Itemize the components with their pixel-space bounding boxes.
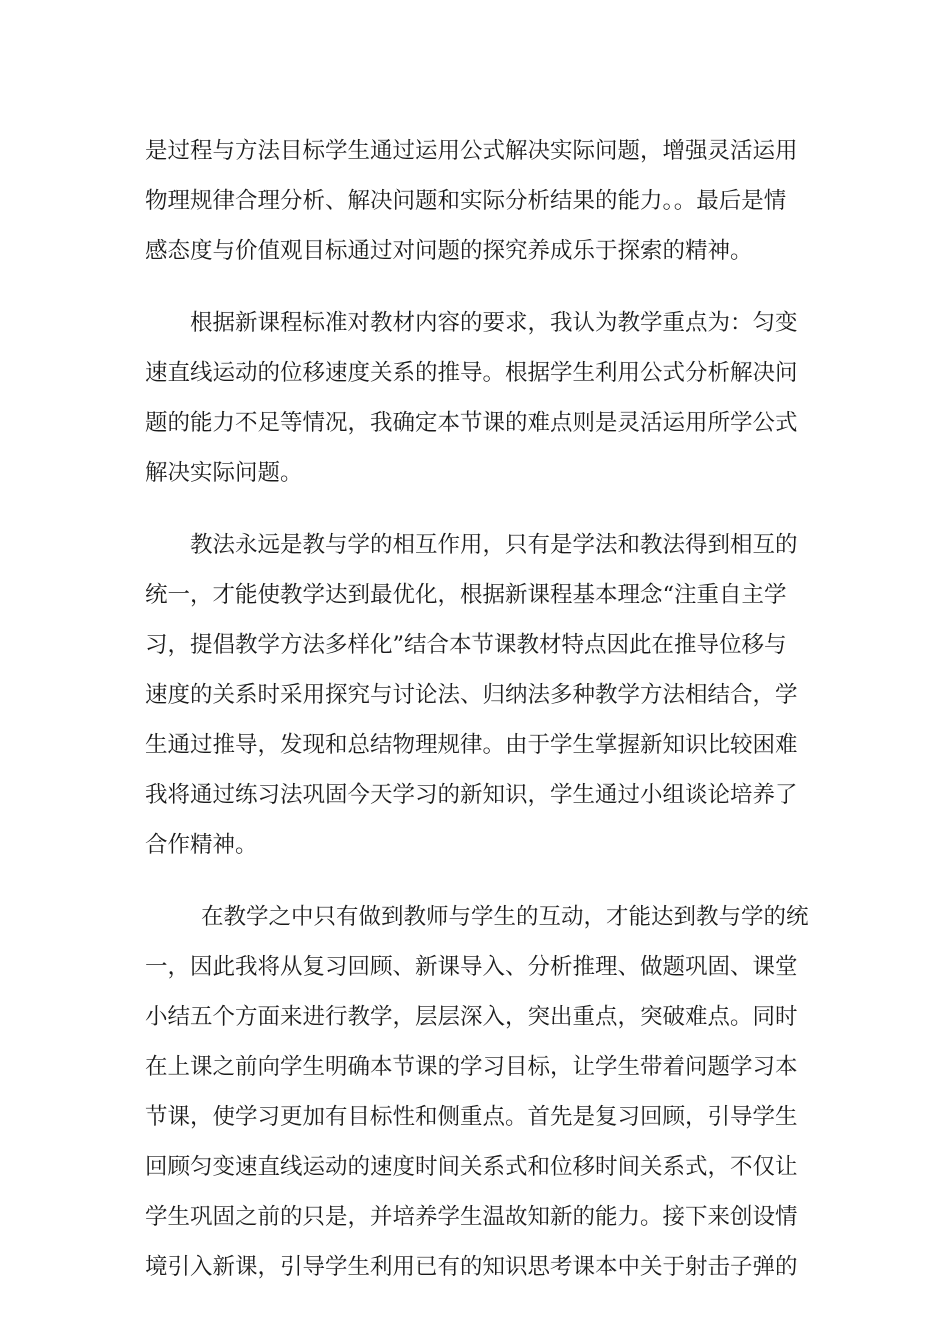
text-line: 在教学之中只有做到教师与学生的互动，才能达到教与学的统 (201, 904, 809, 930)
text-line: 速直线运动的位移速度关系的推导。根据学生利用公式分析解决问 (145, 360, 798, 386)
text-line: 学生巩固之前的只是，并培养学生温故知新的能力。接下来创设情 (145, 1204, 798, 1230)
text-line: 根据新课程标准对教材内容的要求，我认为教学重点为：匀变 (190, 310, 798, 336)
text-line: 教法永远是教与学的相互作用，只有是学法和教法得到相互的 (190, 532, 798, 558)
text-line: 一，因此我将从复习回顾、新课导入、分析推理、做题巩固、课堂 (145, 954, 798, 980)
text-line: 感态度与价值观目标通过对问题的探究养成乐于探索的精神。 (145, 238, 753, 264)
text-line: 统一，才能使教学达到最优化，根据新课程基本理念“注重自主学 (145, 582, 787, 608)
text-line: 节课，使学习更加有目标性和侧重点。首先是复习回顾，引导学生 (145, 1104, 798, 1130)
text-line: 生通过推导，发现和总结物理规律。由于学生掌握新知识比较困难 (145, 732, 798, 758)
text-line: 在上课之前向学生明确本节课的学习目标，让学生带着问题学习本 (145, 1054, 798, 1080)
text-line: 物理规律合理分析、解决问题和实际分析结果的能力。。最后是情 (145, 188, 787, 214)
text-line: 题的能力不足等情况，我确定本节课的难点则是灵活运用所学公式 (145, 410, 798, 436)
paragraph-key-points (145, 298, 805, 498)
paragraph-teaching-process (145, 892, 809, 1292)
text-line: 习，提倡教学方法多样化”结合本节课教材特点因此在推导位移与 (145, 632, 787, 658)
text-line: 合作精神。 (145, 832, 258, 858)
text-line: 我将通过练习法巩固今天学习的新知识，学生通过小组谈论培养了 (145, 782, 798, 808)
text-line: 小结五个方面来进行教学，层层深入，突出重点，突破难点。同时 (145, 1004, 798, 1030)
text-line: 回顾匀变速直线运动的速度时间关系式和位移时间关系式，不仅让 (145, 1154, 798, 1180)
text-line: 境引入新课，引导学生利用已有的知识思考课本中关于射击子弹的 (145, 1254, 798, 1280)
paragraph-teaching-methods (145, 520, 805, 870)
paragraph-objectives (145, 126, 805, 276)
text-line: 是过程与方法目标学生通过运用公式解决实际问题，增强灵活运用 (145, 138, 798, 164)
body-text (145, 126, 809, 1314)
text-line: 速度的关系时采用探究与讨论法、归纳法多种教学方法相结合，学 (145, 682, 798, 708)
text-line: 解决实际问题。 (145, 460, 303, 486)
